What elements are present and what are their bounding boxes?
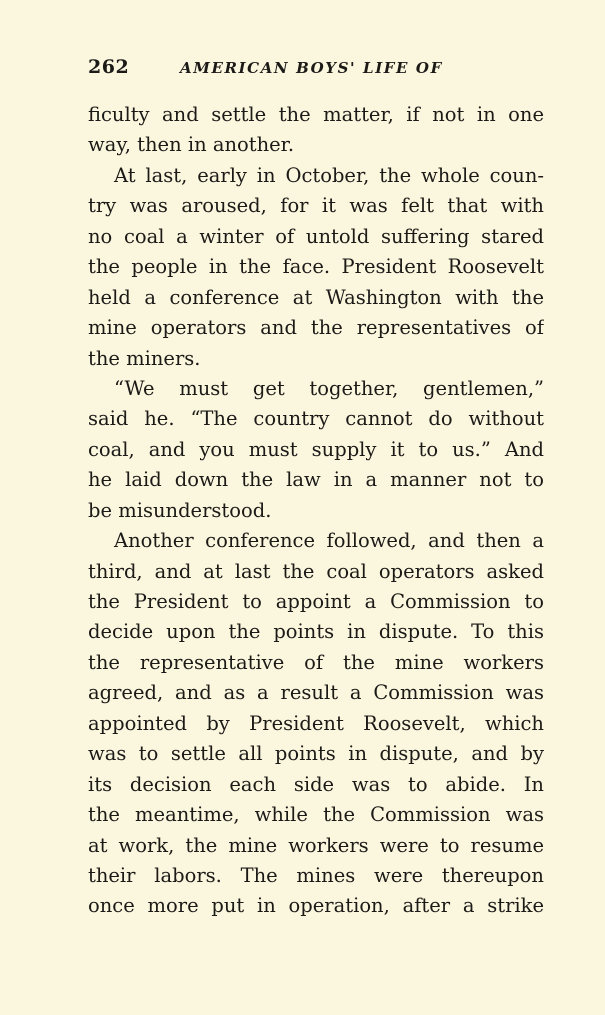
text-line: was to settle all points in dispute, and by [88,742,544,766]
text-line: he laid down the law in a manner not to [88,468,544,492]
text-line: be misunderstood. [88,498,272,522]
text-line: “We must get together, gentlemen,” [114,376,544,400]
text-line: held a conference at Washington with the [88,285,544,309]
text-line: appointed by President Roosevelt, which [88,711,544,735]
text-line: the President to appoint a Commission to [88,590,544,613]
text-line: agreed, and as a result a Commission was [88,681,544,705]
text-line: their labors. The mines were thereupon [88,863,544,887]
text-line: Another conference followed, and then a [114,529,544,553]
text-line: way, then in another. [88,133,295,157]
text-line: at work, the mine workers were to resume [88,833,544,857]
body-text [88,100,544,922]
text-line: said he. “The country cannot do without [88,407,544,431]
text-line: try was aroused, for it was felt that with [88,194,544,218]
running-title: AMERICAN BOYS' LIFE OF [180,59,443,77]
text-line: ficulty and settle the matter, if not in one [88,103,544,126]
text-line: mine operators and the representatives of [88,316,544,340]
text-line: the meantime, while the Commission was [88,803,544,827]
text-line: the representative of the mine workers [88,650,544,674]
text-line: decide upon the points in dispute. To this [88,620,544,644]
text-line: no coal a winter of untold suffering stared [88,224,544,248]
text-line: At last, early in October, the whole coun- [114,163,544,187]
text-line: third, and at last the coal operators asked [88,559,544,583]
text-line: the people in the face. President Roosevelt [88,255,544,279]
text-line: coal, and you must supply it to us.” And [88,437,544,461]
page-number: 262 [88,56,130,78]
text-line: its decision each side was to abide. In [88,772,544,796]
page-header [88,56,548,86]
text-line: the miners. [88,346,201,370]
text-line: once more put in operation, after a strike [88,894,544,918]
